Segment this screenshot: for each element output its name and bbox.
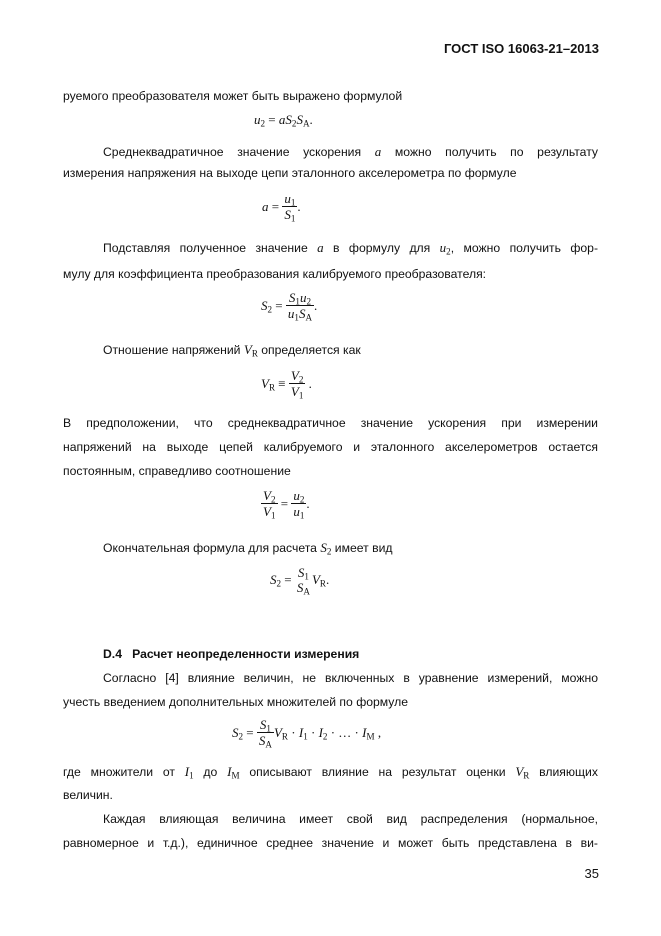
paragraph-line: равномерное и т.д.), единичное среднее значение и может быть представлена в ви- [63, 836, 598, 850]
paragraph-line: Подставляя полученное значение a в формулу для $u_2$, можно получить фор- [103, 240, 599, 257]
paragraph-line: постоянным, справедливо соотношение [63, 464, 291, 478]
paragraph-line: величин. [63, 788, 113, 802]
formula-s2-uncertainty: $S_2$ = $\frac{S_1}{S_A}$ $V_R$ · $I_1$ · $I_2$ · … · $I_M$ , [232, 717, 382, 750]
paragraph-line: Согласно [4] влияние величин, не включенных в уравнение измерений, можно [103, 671, 598, 685]
standard-header: ГОСТ ISO 16063-21–2013 [443, 41, 599, 56]
paragraph-line: мулу для коэффициента преобразования калибруемого преобразователя: [63, 267, 487, 281]
paragraph-line: Отношение напряжений $V_R$ определяется как [103, 342, 361, 359]
paragraph-line: где множители от $I_1$ до $I_M$ описывают влияние на результат оценки $V_R$ влияющих [63, 764, 598, 781]
paragraph-line: руемого преобразователя может быть выражено формулой [63, 89, 403, 103]
formula-s2-first: $S_2$ = $\frac{S_1u_2}{u_1S_A}$ . [261, 290, 318, 323]
paragraph-line: Окончательная формула для расчета $S_2$ имеет вид [103, 540, 393, 557]
paragraph-line: Каждая влияющая величина имеет свой вид распределения (нормальное, [103, 812, 598, 826]
paragraph-line: напряжений на выходе цепей калибруемого и эталонного акселерометров остается [63, 440, 598, 454]
paragraph-line: учесть введением дополнительных множителей по формуле [63, 695, 409, 709]
formula-vr: $V_R$ ≡ $\frac{V_2}{V_1}$ . [261, 368, 312, 401]
paragraph-line: Среднеквадратичное значение ускорения a можно получить по результату [103, 144, 599, 159]
formula-s2-final: $S_2$ = $S_1$ $S_A$ $V_R$ . [270, 565, 330, 597]
formula-u2: $u_2$ = $aS_2S_A$ . [254, 112, 313, 129]
formula-ratio: $\frac{V_2}{V_1}$ = $\frac{u_2}{u_1}$ . [263, 488, 310, 521]
section-heading: D.4 Расчет неопределенности измерения [103, 647, 360, 661]
paragraph-line: В предположении, что среднеквадратичное значение ускорения при измерении [63, 416, 598, 430]
formula-a: a = $\frac{u_1}{S_1}$ . [262, 191, 301, 224]
page-number: 35 [584, 866, 599, 881]
paragraph-line: измерения напряжения на выходе цепи эталонного акселерометра по формуле [63, 166, 517, 180]
